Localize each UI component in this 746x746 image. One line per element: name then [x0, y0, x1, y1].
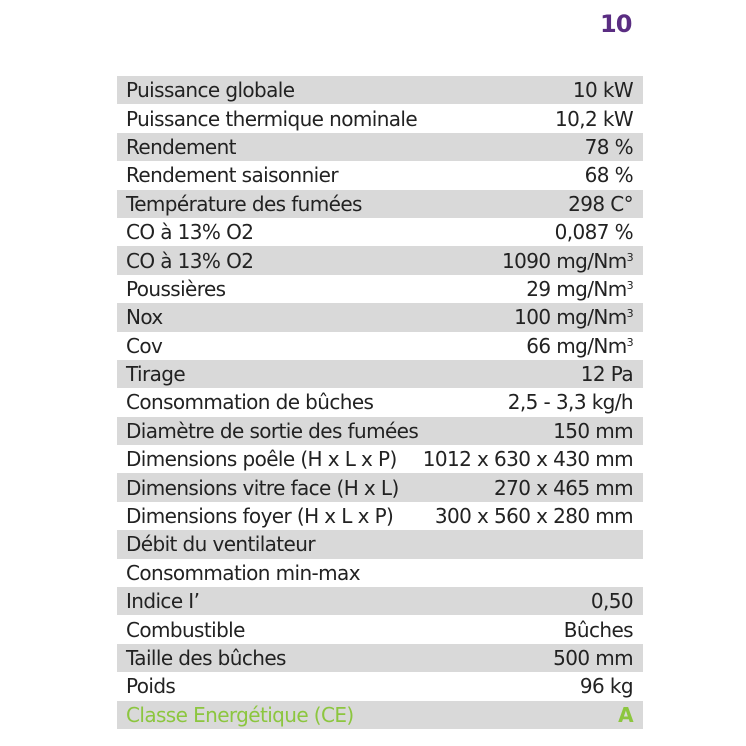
spec-label: Rendement saisonnier [126, 163, 338, 188]
spec-value [514, 305, 633, 329]
spec-row [117, 76, 643, 104]
spec-value [585, 163, 633, 187]
spec-value [494, 476, 633, 500]
spec-value [555, 107, 633, 131]
spec-row [117, 275, 643, 303]
spec-row [117, 190, 643, 218]
spec-row [117, 161, 643, 189]
spec-value [553, 419, 633, 443]
spec-row [117, 644, 643, 672]
spec-value-text: 0,087 % [554, 220, 633, 245]
spec-value [423, 447, 633, 471]
spec-value [591, 589, 633, 613]
spec-label: Nox [126, 305, 163, 330]
spec-label: Indice I’ [126, 589, 200, 614]
spec-value-text: 270 x 465 mm [493, 475, 633, 500]
spec-row [117, 701, 643, 729]
spec-value-text: 500 mm [553, 646, 633, 670]
spec-label: CO à 13% O2 [126, 220, 254, 245]
spec-label: Dimensions foyer (H x L x P) [126, 504, 394, 529]
spec-row [117, 587, 643, 615]
spec-label: Taille des bûches [126, 646, 286, 670]
spec-label: Consommation de bûches [126, 390, 374, 415]
spec-value-text: 66 mg/Nm [526, 333, 627, 358]
spec-row [117, 303, 643, 331]
spec-value-text: 2,5 - 3,3 kg/h [507, 390, 633, 415]
spec-value [580, 674, 633, 698]
spec-value-text: 96 kg [579, 674, 633, 699]
spec-table [117, 76, 643, 729]
spec-value [526, 277, 633, 301]
spec-label: Dimensions vitre face (H x L) [126, 475, 399, 500]
spec-value [581, 362, 633, 386]
spec-label: Consommation min-max [126, 560, 360, 585]
spec-row [117, 360, 643, 388]
spec-row [117, 530, 643, 558]
spec-value-text: 12 Pa [580, 362, 633, 387]
spec-row [117, 218, 643, 246]
spec-label: Dimensions poêle (H x L x P) [126, 447, 397, 472]
spec-row [117, 133, 643, 161]
spec-value-text: 78 % [584, 134, 633, 159]
spec-value-superscript: 3 [626, 250, 633, 264]
spec-label: Diamètre de sortie des fumées [126, 418, 419, 443]
spec-value-text: 1090 mg/Nm [501, 248, 627, 273]
spec-row [117, 445, 643, 473]
model-number: 10 [600, 10, 632, 38]
spec-label: Cov [126, 333, 163, 358]
spec-label: Poussières [126, 276, 226, 301]
spec-value-text: 0,50 [590, 589, 633, 614]
spec-label: Température des fumées [126, 191, 362, 216]
spec-row [117, 672, 643, 700]
spec-row [117, 559, 643, 587]
spec-label: Débit du ventilateur [126, 532, 315, 557]
spec-value-text: 100 mg/Nm [514, 305, 627, 330]
spec-value [526, 334, 633, 358]
spec-label: Combustible [126, 617, 245, 642]
spec-value [568, 192, 633, 216]
spec-value [555, 220, 633, 244]
spec-row [117, 332, 643, 360]
spec-value-text: 10,2 kW [554, 106, 633, 131]
spec-value-superscript: 3 [626, 307, 633, 321]
spec-row [117, 104, 643, 132]
spec-row [117, 502, 643, 530]
spec-value-text: 68 % [584, 163, 633, 188]
spec-value [564, 618, 633, 642]
spec-value [502, 249, 633, 273]
spec-value [585, 135, 633, 159]
spec-label: Tirage [126, 362, 186, 387]
spec-value [618, 703, 633, 727]
spec-row [117, 246, 643, 274]
spec-row [117, 473, 643, 501]
spec-value [573, 78, 633, 102]
spec-value-text: 150 mm [553, 418, 633, 443]
spec-value-superscript: 3 [626, 335, 633, 349]
spec-label: Puissance thermique nominale [126, 106, 418, 131]
spec-value-text: A [618, 702, 633, 727]
spec-label: CO à 13% O2 [126, 248, 254, 273]
spec-value [435, 504, 633, 528]
spec-row [117, 615, 643, 643]
spec-label: Puissance globale [126, 78, 295, 103]
spec-value-superscript: 3 [626, 278, 633, 292]
spec-value-text: Bûches [563, 617, 633, 642]
spec-value-text: 1012 x 630 x 430 mm [422, 447, 633, 472]
spec-row [117, 417, 643, 445]
spec-value-text: 298 C° [568, 191, 633, 216]
spec-value-text: 29 mg/Nm [526, 276, 627, 301]
spec-value-text: 10 kW [572, 78, 633, 103]
spec-label: Classe Energétique (CE) [126, 702, 354, 727]
spec-label: Rendement [126, 134, 236, 159]
spec-row [117, 388, 643, 416]
spec-value [508, 390, 633, 414]
spec-value-text: 300 x 560 x 280 mm [434, 504, 633, 529]
spec-label: Poids [126, 674, 176, 699]
spec-value [553, 646, 633, 670]
